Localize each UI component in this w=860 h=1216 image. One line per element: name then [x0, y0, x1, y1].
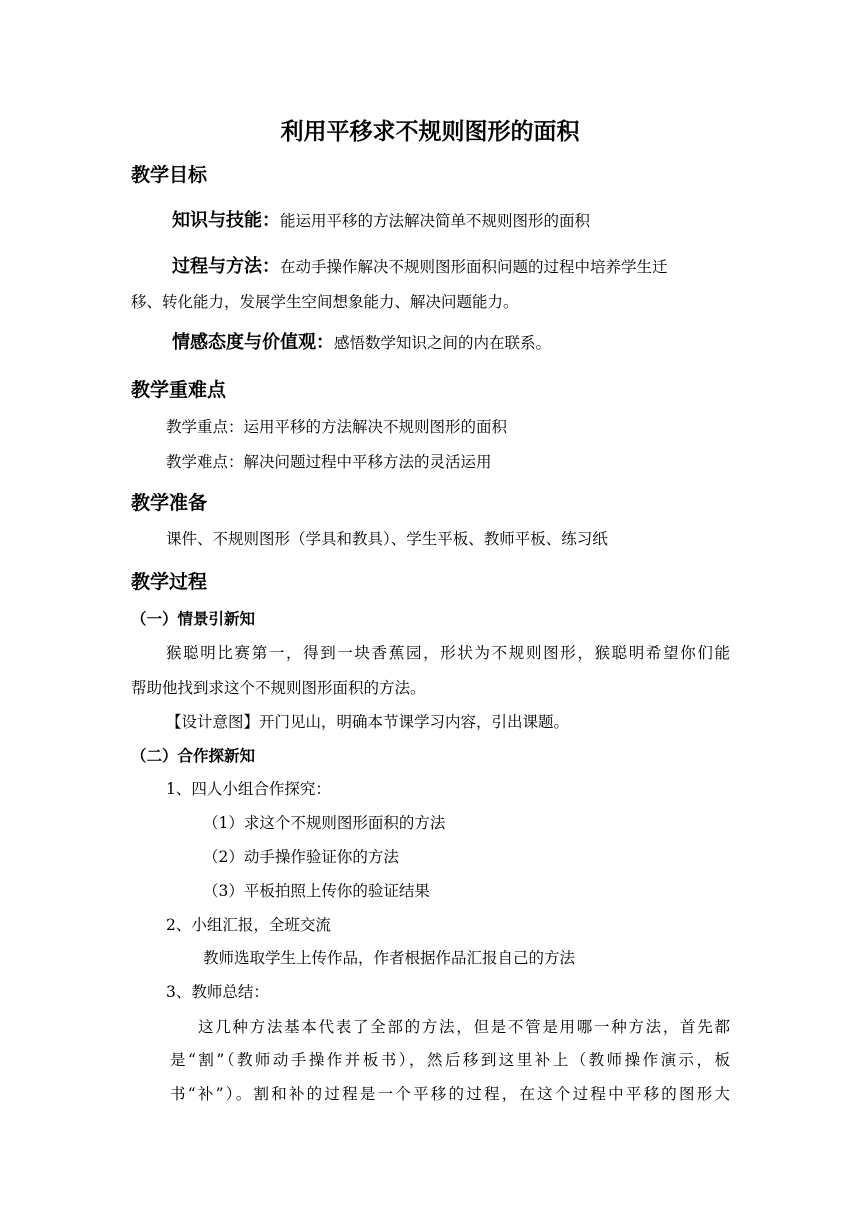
- part2-summary-line3: 书“补”）。割和补的过程是一个平移的过程，在这个过程中平移的图形大: [170, 1085, 730, 1103]
- part2-summary-line1: 这几种方法基本代表了全部的方法，但是不管是用哪一种方法，首先都: [198, 1018, 730, 1036]
- part1-design-intent: 【设计意图】开门见山，明确本节课学习内容，引出课题。: [166, 713, 570, 731]
- goal-emotion-text: 感悟数学知识之间的内在联系。: [334, 334, 552, 352]
- goal-process-line1: [172, 252, 730, 278]
- goal-knowledge-label: 知识与技能：: [172, 210, 280, 231]
- part2-summary-line2: 是“割”（教师动手操作并板书），然后移到这里补上（教师操作演示，板: [170, 1051, 730, 1069]
- part2-step1: 1、四人小组合作探究：: [166, 780, 331, 798]
- key-difficulty: 教学难点：解决问题过程中平移方法的灵活运用: [166, 453, 492, 471]
- heading-teaching-process: 教学过程: [131, 571, 208, 593]
- preparation-text: 课件、不规则图形（学具和教具）、学生平板、教师平板、练习纸: [166, 530, 608, 548]
- goal-emotion-label: 情感态度与价值观：: [172, 332, 334, 353]
- part1-heading: （一）情景引新知: [131, 610, 256, 628]
- part1-text-line2: 帮助他找到求这个不规则图形面积的方法。: [131, 679, 426, 697]
- part2-sub1: （1）求这个不规则图形面积的方法: [203, 814, 446, 832]
- heading-teaching-goals: 教学目标: [131, 164, 208, 186]
- part2-heading: （二）合作探新知: [131, 747, 256, 765]
- key-focus: 教学重点：运用平移的方法解决不规则图形的面积: [166, 418, 508, 436]
- part2-sub2: （2）动手操作验证你的方法: [203, 848, 399, 866]
- part2-step2: 2、小组汇报，全班交流: [166, 916, 331, 934]
- goal-knowledge-text: 能运用平移的方法解决简单不规则图形的面积: [280, 212, 591, 230]
- part2-step3: 3、教师总结：: [166, 983, 269, 1001]
- heading-preparation: 教学准备: [131, 492, 208, 514]
- goal-process-text-1: 在动手操作解决不规则图形面积问题的过程中培养学生迁: [280, 258, 668, 276]
- part2-step2-text: 教师选取学生上传作品，作者根据作品汇报自己的方法: [203, 949, 576, 967]
- part1-text-line1: 猴聪明比赛第一，得到一块香蕉园，形状为不规则图形，猴聪明希望你们能: [166, 644, 730, 662]
- part2-sub3: （3）平板拍照上传你的验证结果: [203, 882, 430, 900]
- goal-process-label: 过程与方法：: [172, 256, 280, 277]
- heading-key-points: 教学重难点: [131, 379, 227, 401]
- goal-emotion: [172, 328, 551, 354]
- goal-process-line2: 移、转化能力，发展学生空间想象能力、解决问题能力。: [131, 293, 519, 311]
- goal-knowledge: [172, 206, 590, 232]
- document-title: 利用平移求不规则图形的面积: [280, 119, 580, 145]
